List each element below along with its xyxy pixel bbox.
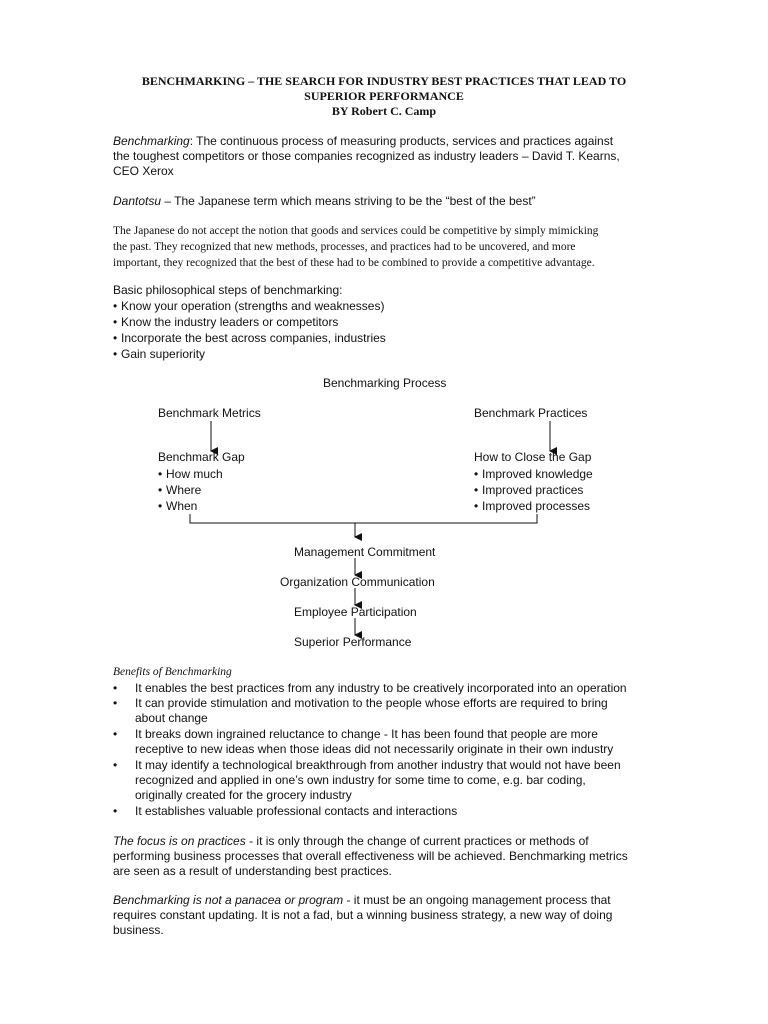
bullet-icon: • xyxy=(474,499,479,513)
bullet-icon: • xyxy=(113,299,118,313)
bullet-icon: • xyxy=(474,483,479,497)
steps-item: • Know your operation (strengths and weaknesses) xyxy=(113,299,385,313)
panacea-paragraph: Benchmarking is not a panacea or program - it must be an ongoing management process that requires constant updating. It is not a fad, but a winning business strategy, a new way of doing business. xyxy=(113,893,613,937)
dantotsu-text: – The Japanese term which means striving to be the “best of the best” xyxy=(161,194,536,208)
japanese-line-1: The Japanese do not accept the notion that goods and services could be competitive by simply mimicking xyxy=(113,225,599,237)
process-right-item: • Improved practices xyxy=(474,483,584,497)
steps-item: • Gain superiority xyxy=(113,347,206,361)
definition-line-2: the toughest competitors or those companies recognized as industry leaders – David T. Kearns, xyxy=(113,149,620,163)
process-title: Benchmarking Process xyxy=(323,376,447,390)
japanese-line-3: important, they recognized that the best of these had to be combined to provide a competitive advantage. xyxy=(113,257,595,269)
bullet-icon: • xyxy=(158,499,163,513)
steps-heading: Basic philosophical steps of benchmarking: xyxy=(113,283,343,297)
panacea-lead: Benchmarking is not a panacea or program xyxy=(113,893,344,907)
steps-item: • Know the industry leaders or competitors xyxy=(113,315,339,329)
chain-step: Management Commitment xyxy=(294,545,436,559)
chain-step: Superior Performance xyxy=(294,635,412,649)
bullet-icon: • xyxy=(474,467,479,481)
bullet-icon: • xyxy=(113,696,118,710)
focus-lead: The focus is on practices xyxy=(113,834,246,848)
process-left-item: • Where xyxy=(158,483,202,497)
process-left-item: • When xyxy=(158,499,198,513)
focus-paragraph: The focus is on practices - it is only through the change of current practices or methods of performing business processes that overall effectiveness will be achieved. Benchmarking metrics are seen as a result of understanding best practices. xyxy=(113,834,628,878)
title-line-2: SUPERIOR PERFORMANCE xyxy=(304,89,464,103)
bullet-icon: • xyxy=(113,331,118,345)
title-line-1: BENCHMARKING – THE SEARCH FOR INDUSTRY BEST PRACTICES THAT LEAD TO xyxy=(141,74,627,88)
title-author: BY Robert C. Camp xyxy=(331,104,437,118)
bullet-icon: • xyxy=(113,804,118,818)
bullet-icon: • xyxy=(113,315,118,329)
chain-step: Organization Communication xyxy=(280,575,435,589)
japanese-line-2: the past. They recognized that new methods, processes, and practices had to be uncovered, and more xyxy=(113,241,576,253)
definition-line-3: CEO Xerox xyxy=(113,164,174,178)
bullet-icon: • xyxy=(158,467,163,481)
bullet-icon: • xyxy=(113,347,118,361)
bullet-icon: • xyxy=(113,681,118,695)
process-left-head: Benchmark Gap xyxy=(158,450,245,464)
benefits-heading: Benefits of Benchmarking xyxy=(113,666,232,678)
process-right-top: Benchmark Practices xyxy=(474,406,588,420)
chain-step: Employee Participation xyxy=(294,605,417,619)
definition-term: Benchmarking xyxy=(113,134,190,148)
definition-line-1: : The continuous process of measuring products, services and practices against xyxy=(189,134,614,148)
bracket-connector xyxy=(190,514,537,523)
process-right-item: • Improved processes xyxy=(474,499,591,513)
bullet-icon: • xyxy=(113,727,118,741)
process-left-item: • How much xyxy=(158,467,223,481)
bullet-icon: • xyxy=(158,483,163,497)
steps-item: • Incorporate the best across companies, industries xyxy=(113,331,386,345)
dantotsu-term: Dantotsu xyxy=(113,194,162,208)
process-right-head: How to Close the Gap xyxy=(474,450,592,464)
bullet-icon: • xyxy=(113,758,118,772)
process-left-top: Benchmark Metrics xyxy=(158,406,261,420)
process-right-item: • Improved knowledge xyxy=(474,467,593,481)
